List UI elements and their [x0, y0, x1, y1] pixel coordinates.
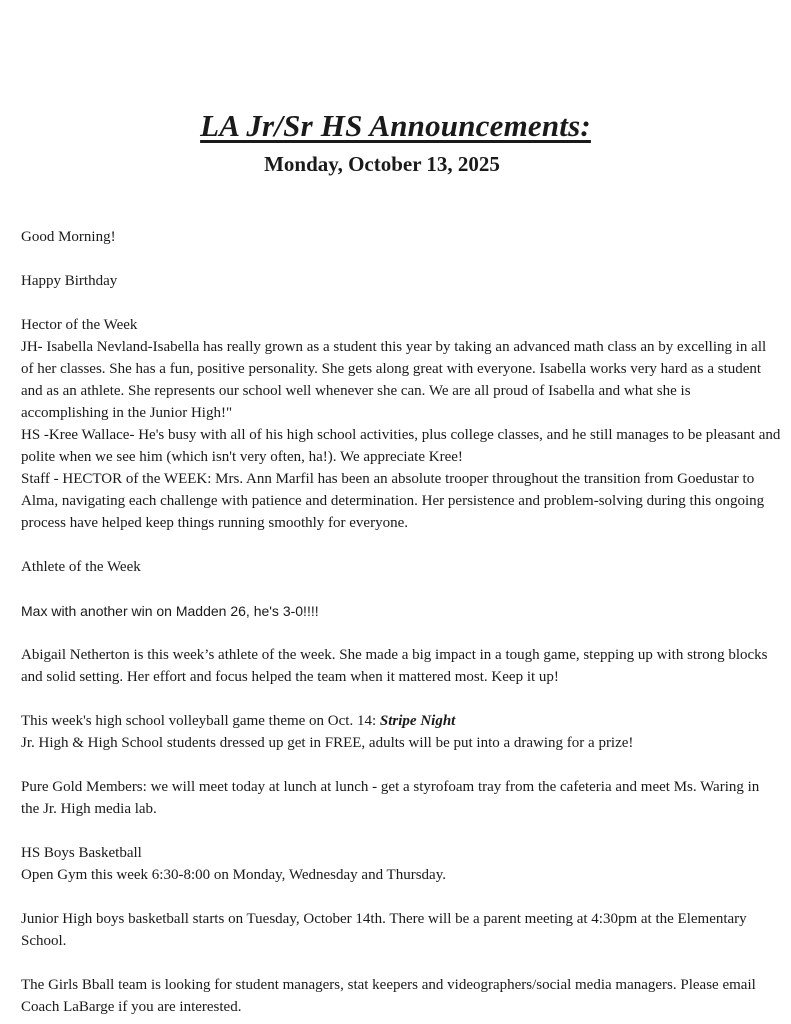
page-title: LA Jr/Sr HS Announcements: [200, 108, 591, 143]
volleyball-theme: Stripe Night [379, 713, 456, 729]
jh-basketball-note: Junior High boys basketball starts on Tuesday, October 14th. There will be a parent meeting at 4:30pm at the Elementary School. [21, 911, 747, 949]
greeting: Good Morning! [21, 229, 116, 245]
announcement-body [21, 226, 781, 1018]
volleyball-theme-line [21, 710, 781, 732]
hector-jh: JH- Isabella Nevland-Isabella has really grown as a student this year by taking an advanced math class an by excelling in all of her classes. She has a fun, positive personality. She gets along great with everyone. Isabella works very hard as a student and as an athlete. She represents our school well whenever she can. We are all proud of Isabella and what she is accomplishing in the Junior High!" [21, 339, 767, 421]
girls-bball-note: The Girls Bball team is looking for student managers, stat keepers and videographers/social media managers. Please email Coach LaBarge if you are interested. [21, 977, 756, 1015]
birthday-heading: Happy Birthday [21, 273, 118, 289]
athlete-heading: Athlete of the Week [21, 559, 141, 575]
hector-staff: Staff - HECTOR of the WEEK: Mrs. Ann Marfil has been an absolute trooper throughout the transition from Goedustar to Alma, navigating each challenge with patience and determination. Her persistence and problem-solving during this ongoing process have helped keep things running smoothly for everyone. [21, 471, 765, 531]
athlete-abigail: Abigail Netherton is this week’s athlete of the week. She made a big impact in a tough game, stepping up with strong blocks and solid setting. Her effort and focus helped the team when it mattered most. Keep it up! [21, 647, 768, 685]
hector-heading: Hector of the Week [21, 317, 138, 333]
madden-note: Max with another win on Madden 26, he's 3-0!!!! [21, 603, 319, 619]
volleyball-intro: This week's high school volleyball game theme on Oct. 14: [21, 713, 380, 729]
hector-hs: HS -Kree Wallace- He's busy with all of his high school activities, plus college classes, and he still manages to be pleasant and polite when we see him (which isn't very often, ha!). We appreciate Kree! [21, 427, 781, 465]
volleyball-details: Jr. High & High School students dressed up get in FREE, adults will be put into a drawing for a prize! [21, 735, 634, 751]
boys-basketball-heading: HS Boys Basketball [21, 845, 142, 861]
open-gym-note: Open Gym this week 6:30-8:00 on Monday, Wednesday and Thursday. [21, 867, 446, 883]
pure-gold-note: Pure Gold Members: we will meet today at lunch at lunch - get a styrofoam tray from the cafeteria and meet Ms. Waring in the Jr. High media lab. [21, 779, 760, 817]
page-date: Monday, October 13, 2025 [264, 152, 500, 176]
